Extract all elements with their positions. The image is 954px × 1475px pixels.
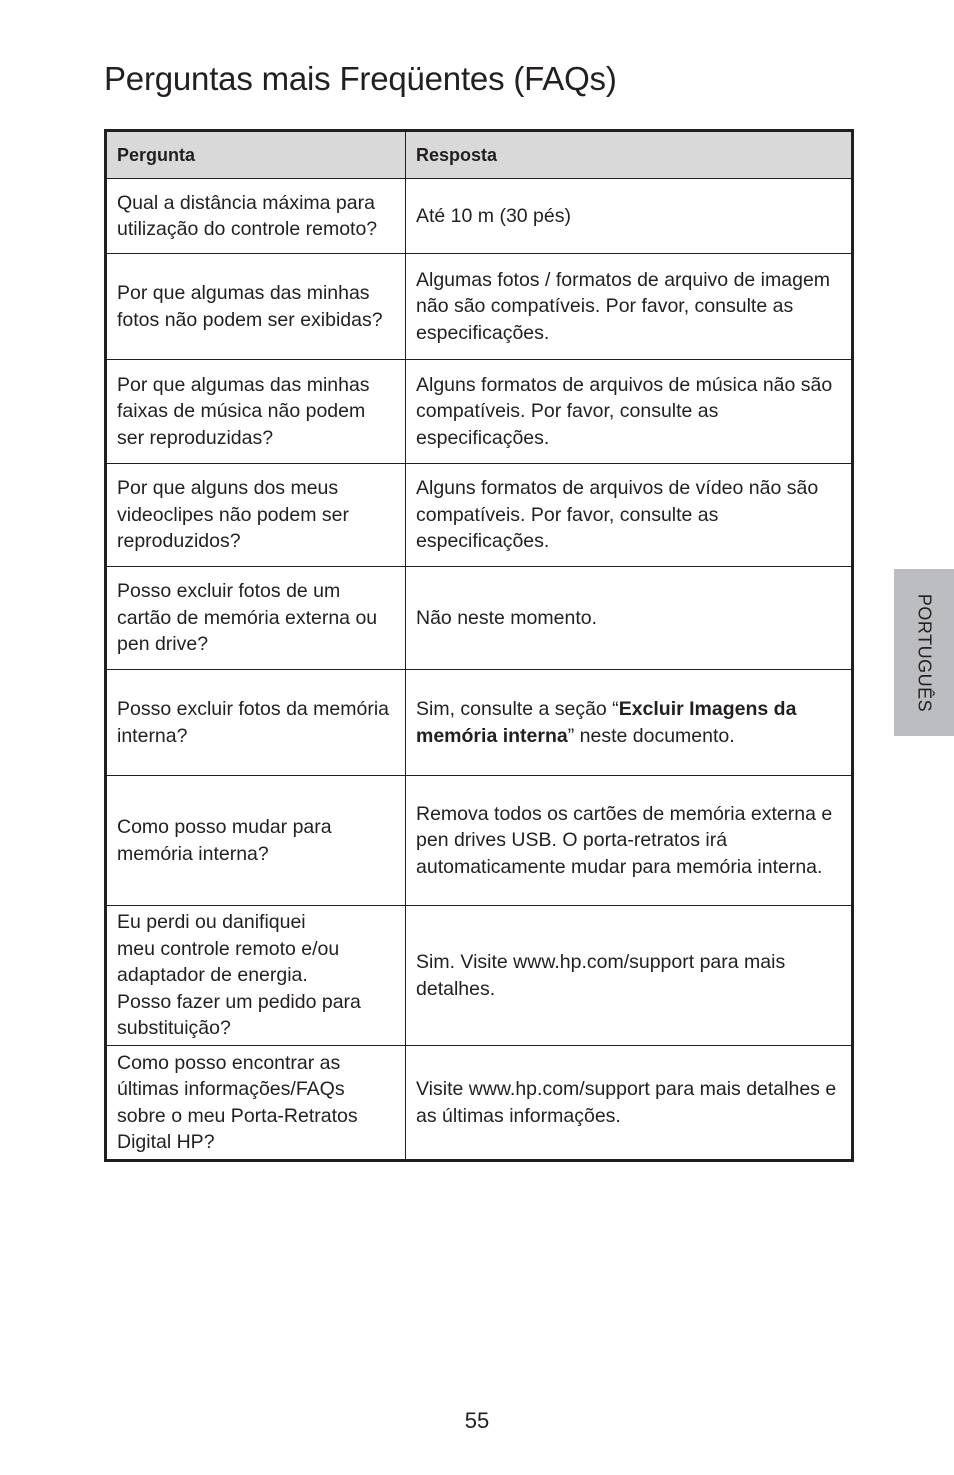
faq-table <box>104 129 854 1162</box>
answer-cell <box>406 670 853 776</box>
answer-text: Sim, consulte a seção “ <box>416 698 619 720</box>
page-number: 55 <box>464 1408 490 1433</box>
table-row <box>106 464 853 567</box>
table-row <box>106 360 853 464</box>
question-cell: Posso excluir fotos da memória interna? <box>106 670 406 776</box>
table-row <box>106 254 853 360</box>
question-cell: Como posso encontrar as últimas informações/FAQs sobre o meu Porta-Retratos Digital HP? <box>106 1046 406 1161</box>
answer-bold-reference: Excluir Imagens da memória interna <box>416 698 797 747</box>
page-title: Perguntas mais Freqüentes (FAQs) <box>104 60 617 97</box>
question-line: Posso fazer um pedido para <box>117 990 361 1013</box>
table-row <box>106 906 853 1046</box>
answer-cell: Alguns formatos de arquivos de vídeo não são compatíveis. Por favor, consulte as especificações. <box>406 464 853 567</box>
question-cell: Posso excluir fotos de um cartão de memória externa ou pen drive? <box>106 567 406 670</box>
language-side-tab <box>894 569 954 736</box>
answer-cell: Até 10 m (30 pés) <box>406 179 853 254</box>
answer-cell: Sim. Visite www.hp.com/support para mais detalhes. <box>406 906 853 1046</box>
question-line: meu controle remoto e/ou <box>117 937 340 960</box>
question-cell: Por que algumas das minhas faixas de música não podem ser reproduzidas? <box>106 360 406 464</box>
question-line: Eu perdi ou danifiquei <box>117 911 306 934</box>
table-row <box>106 670 853 776</box>
answer-cell: Alguns formatos de arquivos de música não são compatíveis. Por favor, consulte as especificações. <box>406 360 853 464</box>
question-cell: Qual a distância máxima para utilização do controle remoto? <box>106 179 406 254</box>
answer-text: ” neste documento. <box>567 724 735 747</box>
question-line: adaptador de energia. <box>117 964 308 987</box>
table-header-row <box>106 131 853 179</box>
question-line: substituição? <box>117 1017 231 1040</box>
answer-cell: Algumas fotos / formatos de arquivo de imagem não são compatíveis. Por favor, consulte as especificações. <box>406 254 853 360</box>
answer-cell: Não neste momento. <box>406 567 853 670</box>
question-cell: Por que algumas das minhas fotos não podem ser exibidas? <box>106 254 406 360</box>
language-label: PORTUGUÊS <box>914 593 935 712</box>
answer-cell: Remova todos os cartões de memória externa e pen drives USB. O porta-retratos irá automaticamente mudar para memória interna. <box>406 776 853 906</box>
table-row <box>106 1046 853 1161</box>
question-cell: Como posso mudar para memória interna? <box>106 776 406 906</box>
header-answer: Resposta <box>406 131 853 179</box>
header-question: Pergunta <box>106 131 406 179</box>
question-cell <box>106 906 406 1046</box>
table-row <box>106 567 853 670</box>
question-cell: Por que alguns dos meus videoclipes não podem ser reproduzidos? <box>106 464 406 567</box>
answer-cell: Visite www.hp.com/support para mais detalhes e as últimas informações. <box>406 1046 853 1161</box>
table-row <box>106 179 853 254</box>
table-row <box>106 776 853 906</box>
